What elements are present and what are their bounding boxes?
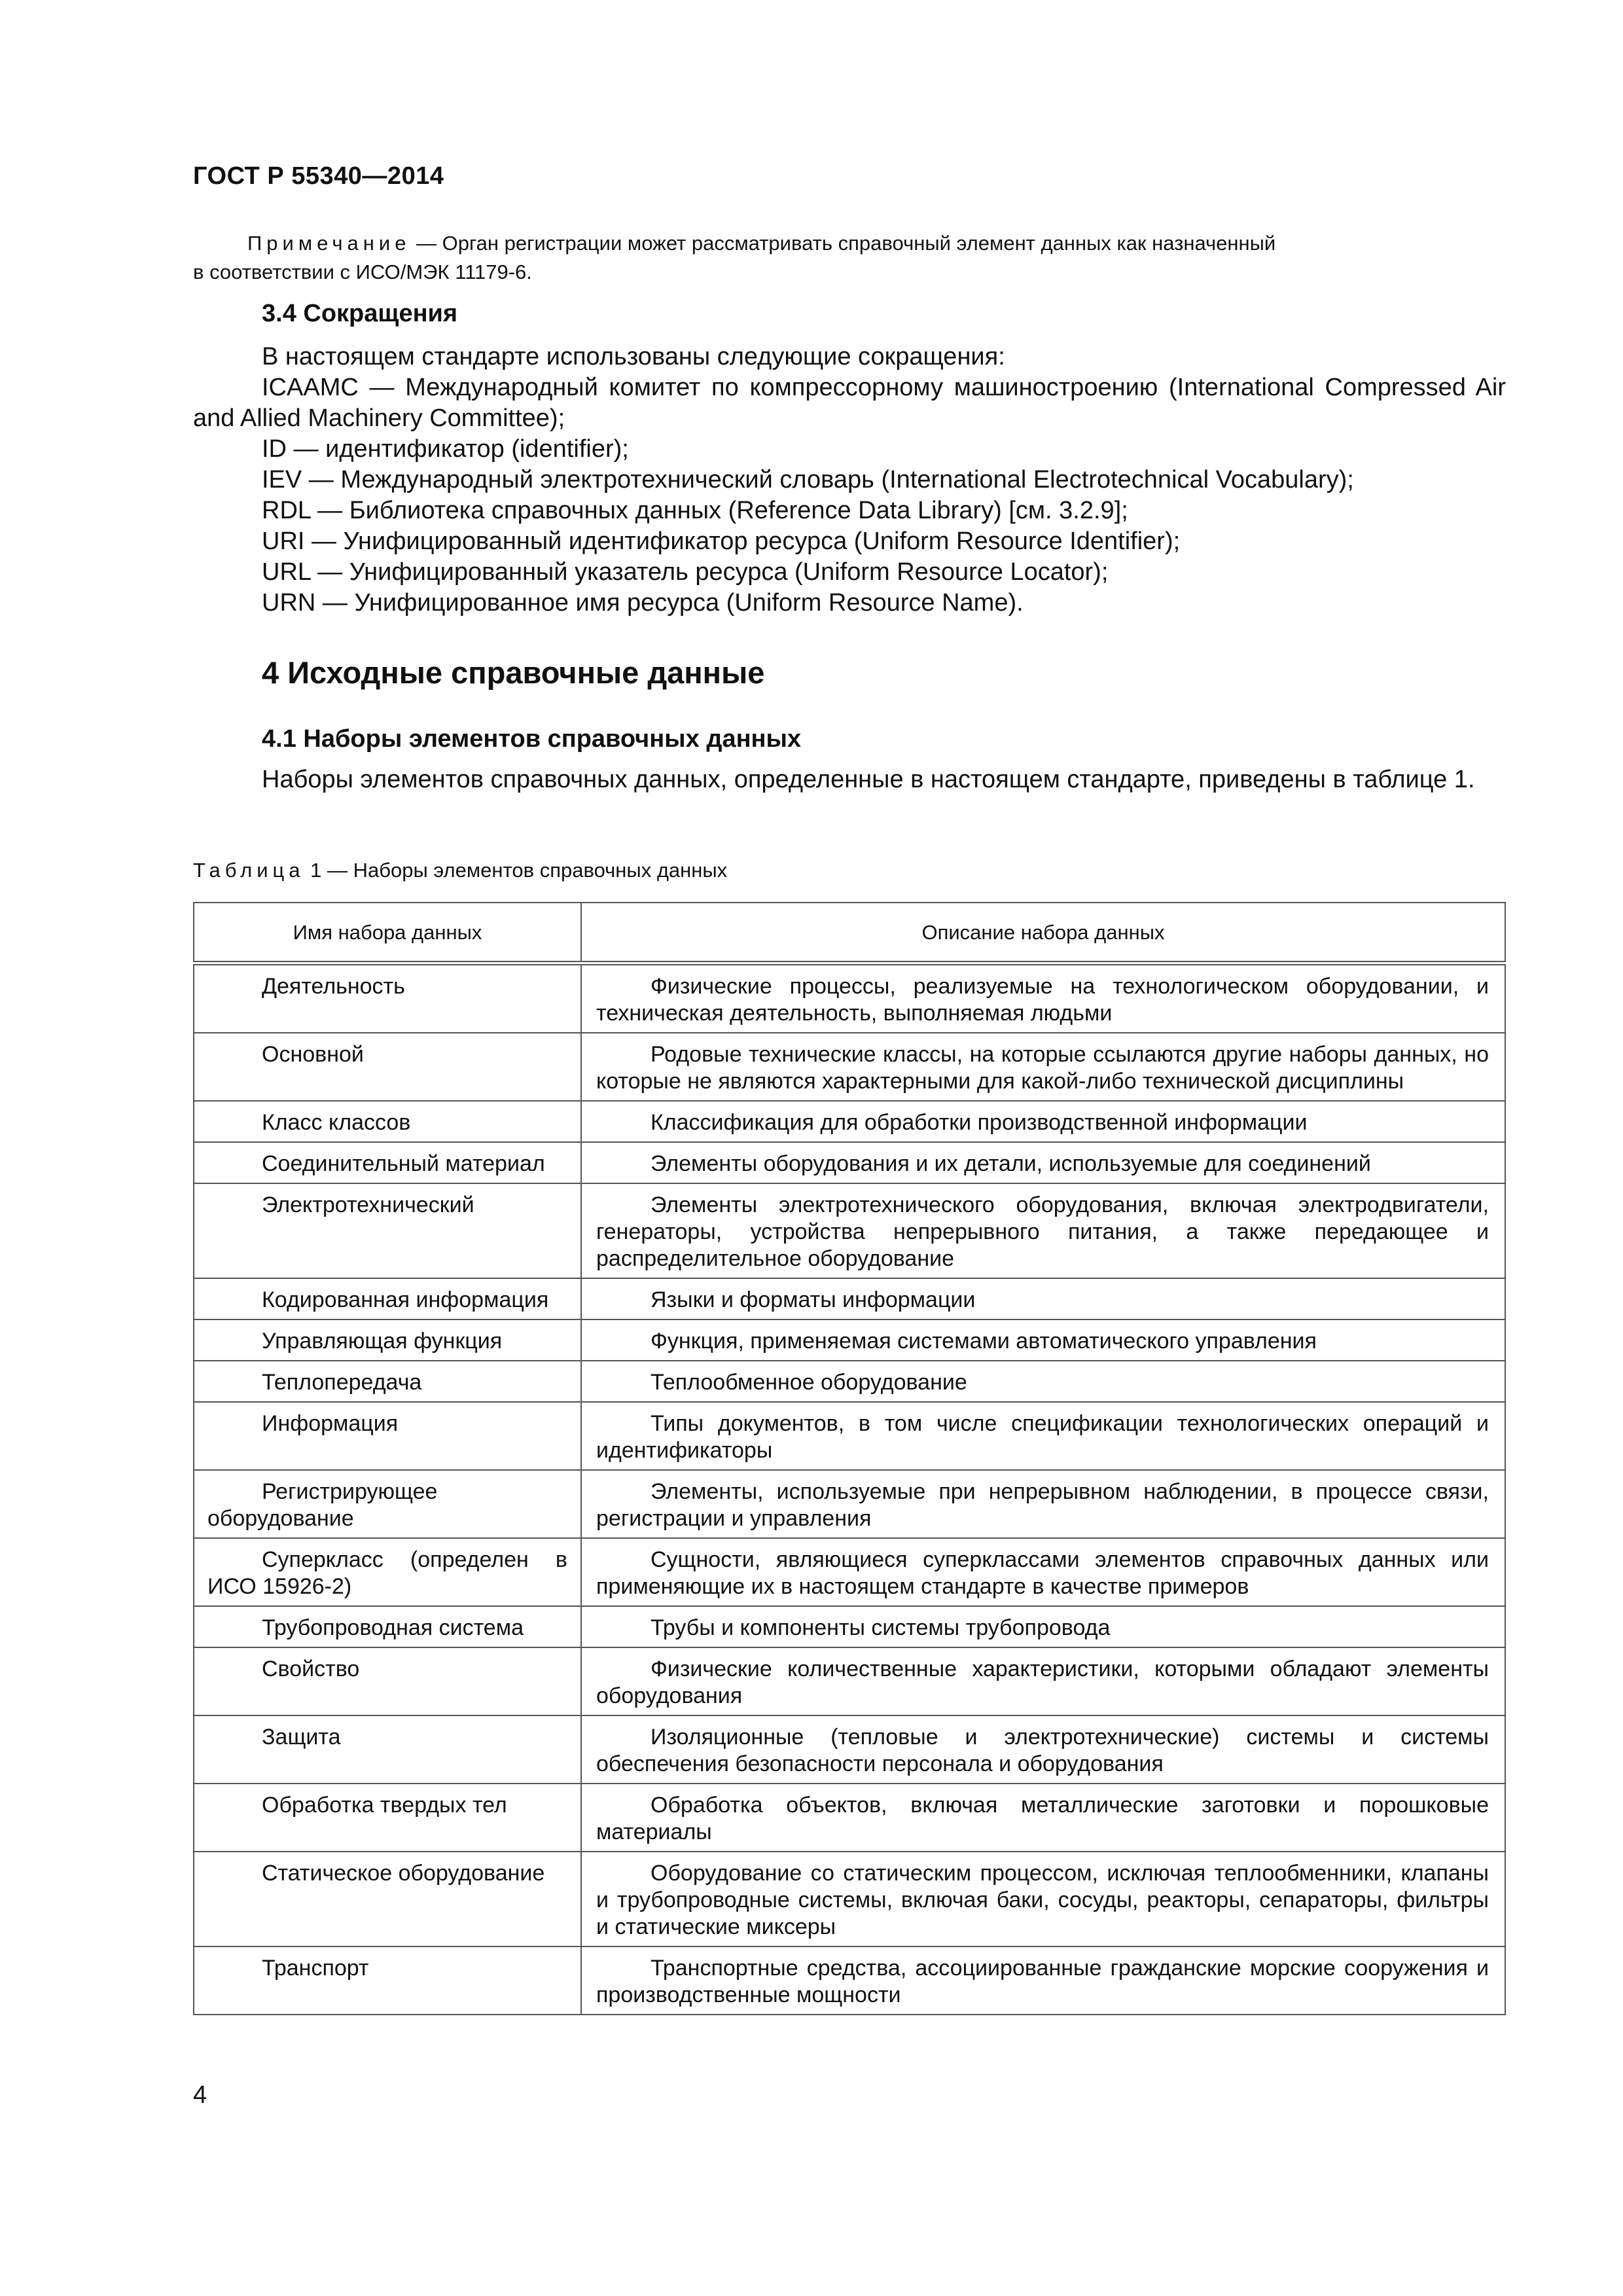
- table-row: [194, 1606, 1505, 1647]
- dataset-description-cell: Элементы электротехнического оборудования, включая электродвигатели, генераторы, устройства непрерывного питания, а также передающее и распределительное оборудование: [581, 1183, 1505, 1278]
- dataset-name-cell: Кодированная информация: [194, 1278, 581, 1319]
- table-row: [194, 1142, 1505, 1183]
- dataset-name-cell: Теплопередача: [194, 1361, 581, 1402]
- table-row: [194, 1538, 1505, 1606]
- table-header-row: [194, 903, 1505, 963]
- page-number: 4: [193, 2081, 207, 2109]
- table-row: [194, 1361, 1505, 1402]
- abbreviation-item: URI — Унифицированный идентификатор ресурса (Uniform Resource Identifier);: [262, 528, 1181, 555]
- abbreviation-item: URN — Унифицированное имя ресурса (Uniform Resource Name).: [262, 589, 1024, 617]
- dataset-name-cell: Обработка твердых тел: [194, 1784, 581, 1852]
- section-4-title: 4 Исходные справочные данные: [262, 655, 765, 690]
- table-caption-text: 1 — Наборы элементов справочных данных: [304, 859, 728, 882]
- dataset-name-cell: Суперкласс (определен в ИСО 15926-2): [194, 1538, 581, 1606]
- table-row: [194, 1278, 1505, 1319]
- abbreviation-item: RDL — Библиотека справочных данных (Reference Data Library) [см. 3.2.9];: [262, 497, 1128, 524]
- abbreviation-item: ID — идентификатор (identifier);: [262, 435, 629, 463]
- abbreviations-intro: В настоящем стандарте использованы следующие сокращения:: [262, 343, 1005, 370]
- abbreviation-item: IEV — Международный электротехнический словарь (International Electrotechnical Vocabulary);: [262, 466, 1354, 493]
- table-row: [194, 1852, 1505, 1946]
- table-row: [194, 1470, 1505, 1538]
- dataset-description-cell: Элементы оборудования и их детали, используемые для соединений: [581, 1142, 1505, 1183]
- dataset-description-cell: Изоляционные (тепловые и электротехнические) системы и системы обеспечения безопасности персонала и оборудования: [581, 1715, 1505, 1784]
- dataset-description-cell: Трубы и компоненты системы трубопровода: [581, 1606, 1505, 1647]
- abbreviation-item: URL — Унифицированный указатель ресурса (Uniform Resource Locator);: [262, 558, 1109, 586]
- table-row: [194, 1784, 1505, 1852]
- table-row: [194, 1319, 1505, 1361]
- dataset-description-cell: Физические процессы, реализуемые на технологическом оборудовании, и техническая деятельность, выполняемая людьми: [581, 963, 1505, 1033]
- column-header-name: Имя набора данных: [194, 903, 581, 963]
- table-caption: [193, 859, 727, 882]
- dataset-description-cell: Физические количественные характеристики, которыми обладают элементы оборудования: [581, 1647, 1505, 1715]
- table-caption-label: Таблица: [193, 859, 305, 882]
- dataset-description-cell: Теплообменное оборудование: [581, 1361, 1505, 1402]
- note-text: — Орган регистрации может рассматривать справочный элемент данных как назначенный: [410, 232, 1276, 255]
- dataset-name-cell: Управляющая функция: [194, 1319, 581, 1361]
- dataset-name-cell: Соединительный материал: [194, 1142, 581, 1183]
- section-3-4-title: 3.4 Сокращения: [262, 300, 458, 327]
- dataset-name-cell: Регистрирующее оборудование: [194, 1470, 581, 1538]
- table-row: [194, 1715, 1505, 1784]
- dataset-name-cell: Свойство: [194, 1647, 581, 1715]
- reference-data-table: [193, 902, 1506, 2015]
- dataset-description-cell: Типы документов, в том числе спецификации технологических операций и идентификаторы: [581, 1402, 1505, 1470]
- note-line-2: в соответствии с ИСО/МЭК 11179-6.: [193, 260, 532, 283]
- dataset-description-cell: Классификация для обработки производственной информации: [581, 1101, 1505, 1142]
- section-4-1-paragraph: Наборы элементов справочных данных, определенные в настоящем стандарте, приведены в таблице 1.: [262, 766, 1475, 793]
- dataset-description-cell: Языки и форматы информации: [581, 1278, 1505, 1319]
- dataset-name-cell: Защита: [194, 1715, 581, 1784]
- table-row: [194, 1647, 1505, 1715]
- section-4-1-title: 4.1 Наборы элементов справочных данных: [262, 725, 802, 753]
- note-label: Примечание: [247, 232, 411, 255]
- dataset-name-cell: Электротехнический: [194, 1183, 581, 1278]
- table-row: [194, 1101, 1505, 1142]
- table-row: [194, 1183, 1505, 1278]
- dataset-description-cell: Родовые технические классы, на которые ссылаются другие наборы данных, но которые не являются характерными для какой-либо технической дисциплины: [581, 1033, 1505, 1101]
- note-block: [193, 229, 1506, 287]
- table-row: [194, 1946, 1505, 2015]
- table-row: [194, 963, 1505, 1033]
- column-header-description: Описание набора данных: [581, 903, 1505, 963]
- dataset-name-cell: Основной: [194, 1033, 581, 1101]
- abbreviations-block: [193, 342, 1506, 619]
- document-header: ГОСТ Р 55340—2014: [193, 162, 444, 190]
- dataset-description-cell: Элементы, используемые при непрерывном наблюдении, в процессе связи, регистрации и управления: [581, 1470, 1505, 1538]
- dataset-description-cell: Обработка объектов, включая металлические заготовки и порошковые материалы: [581, 1784, 1505, 1852]
- dataset-description-cell: Функция, применяемая системами автоматического управления: [581, 1319, 1505, 1361]
- dataset-name-cell: Класс классов: [194, 1101, 581, 1142]
- dataset-description-cell: Оборудование со статическим процессом, исключая теплообменники, клапаны и трубопроводные системы, включая баки, сосуды, реакторы, сепараторы, фильтры и статические миксеры: [581, 1852, 1505, 1946]
- table-row: [194, 1402, 1505, 1470]
- note-line-1: [193, 229, 1506, 258]
- dataset-description-cell: Сущности, являющиеся суперклассами элементов справочных данных или применяющие их в настоящем стандарте в качестве примеров: [581, 1538, 1505, 1606]
- abbreviation-item: ICAAMC — Международный комитет по компрессорному машиностроению (International Compressed Air and Allied Machinery Committee);: [193, 374, 1506, 432]
- dataset-name-cell: Транспорт: [194, 1946, 581, 2015]
- dataset-name-cell: Информация: [194, 1402, 581, 1470]
- table-row: [194, 1033, 1505, 1101]
- dataset-name-cell: Трубопроводная система: [194, 1606, 581, 1647]
- dataset-name-cell: Деятельность: [194, 963, 581, 1033]
- dataset-name-cell: Статическое оборудование: [194, 1852, 581, 1946]
- dataset-description-cell: Транспортные средства, ассоциированные гражданские морские сооружения и производственные мощности: [581, 1946, 1505, 2015]
